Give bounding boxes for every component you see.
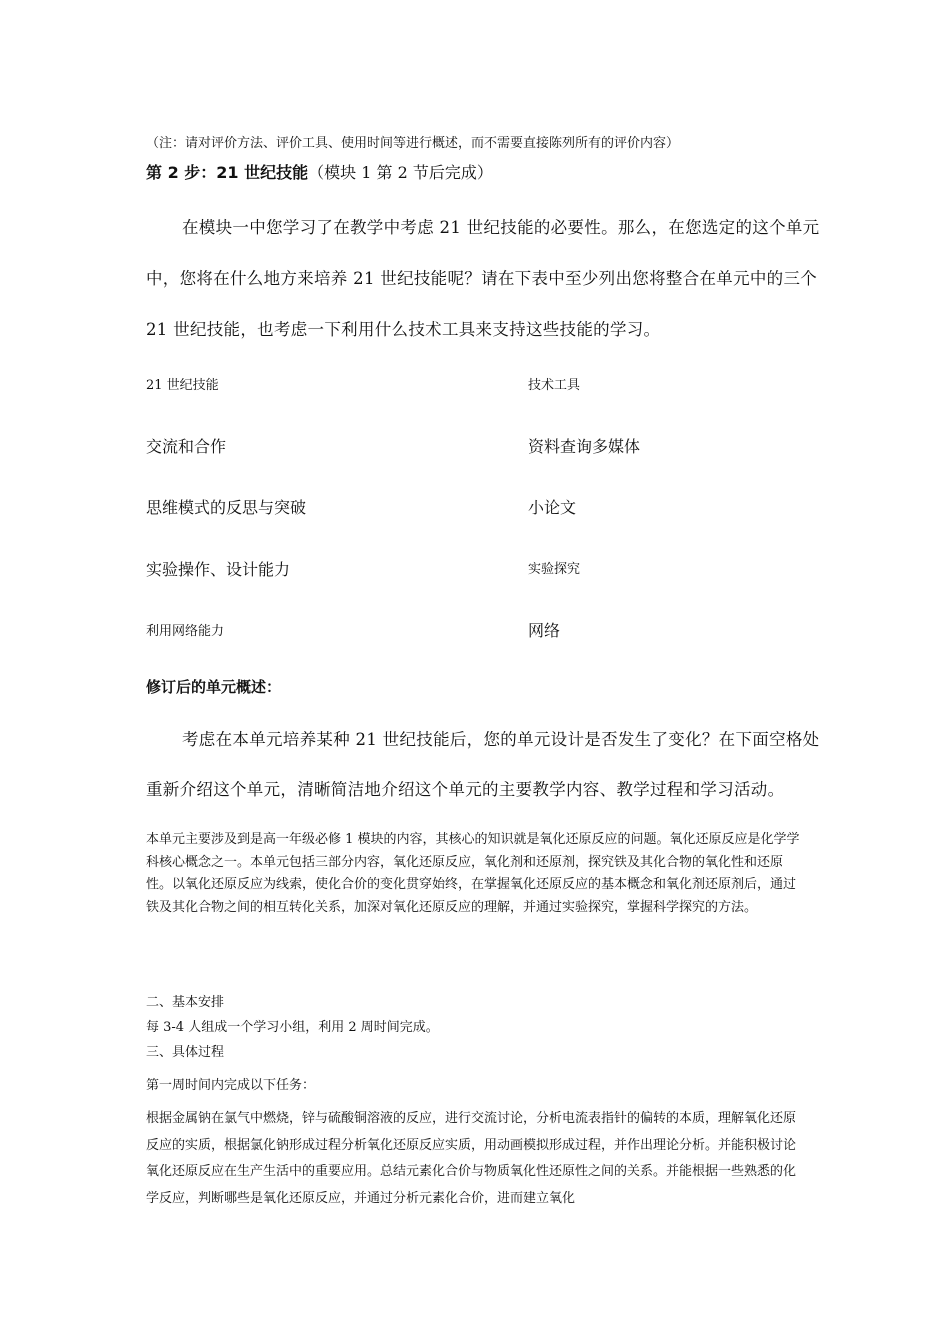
week1-paragraph: 根据金属钠在氯气中燃烧，锌与硫酸铜溶液的反应，进行交流讨论，分析电流表指针的偏转的本质，理解氧化还原反应的实质，根据氯化钠形成过程分析氧化还原反应实质，用动画模拟形成过程，并作出理论分析。并能积极讨论氧化还原反应在生产生活中的重要应用。总结元素化合价与物质氧化性还原性之间的关系。并能根据一些熟悉的化学反应，判断哪些是氧化还原反应，并通过分析元素化合价，进而建立氧化 — [146, 1111, 797, 1206]
table-cell-tool: 资料查询多媒体 — [528, 437, 641, 456]
revised-overview-heading: 修订后的单元概述： — [146, 678, 282, 696]
arrangement-title: 二、基本安排 — [146, 995, 225, 1010]
table-cell-skill: 实验操作、设计能力 — [146, 560, 291, 579]
revised-intro-line-1: 考虑在本单元培养某种 21 世纪技能后，您的单元设计是否发生了变化？在下面空格处 — [182, 730, 820, 749]
step-2-bold-title: 第 2 步：21 世纪技能 — [146, 163, 309, 182]
table-cell-tool: 网络 — [528, 621, 561, 640]
arrangement-text: 每 3-4 人组成一个学习小组，利用 2 周时间完成。 — [146, 1020, 439, 1035]
table-cell-tool: 实验探究 — [528, 562, 581, 577]
table-cell-skill: 利用网络能力 — [146, 624, 225, 639]
step-intro-line-3: 21 世纪技能，也考虑一下利用什么技术工具来支持这些技能的学习。 — [146, 320, 661, 339]
evaluation-note: （注：请对评价方法、评价工具、使用时间等进行概述，而不需要直接陈列所有的评价内容） — [146, 136, 680, 151]
table-cell-skill: 思维模式的反思与突破 — [146, 498, 307, 517]
process-title: 三、具体过程 — [146, 1045, 225, 1060]
step-2-title — [146, 160, 493, 183]
table-header-tools: 技术工具 — [528, 378, 581, 393]
table-header-skills: 21 世纪技能 — [146, 378, 219, 393]
table-cell-skill: 交流和合作 — [146, 437, 227, 456]
revised-intro-line-2: 重新介绍这个单元，清晰简洁地介绍这个单元的主要教学内容、教学过程和学习活动。 — [146, 780, 785, 799]
step-intro-line-1: 在模块一中您学习了在教学中考虑 21 世纪技能的必要性。那么，在您选定的这个单元 — [182, 218, 820, 237]
unit-overview-paragraph: 本单元主要涉及到是高一年级必修 1 模块的内容，其核心的知识就是氧化还原反应的问题。氧化还原反应是化学学科核心概念之一。本单元包括三部分内容，氧化还原反应，氧化剂和还原剂，探究铁及其化合物的氧化性和还原性。以氧化还原反应为线索，使化合价的变化贯穿始终，在掌握氧化还原反应的基本概念和氧化剂还原剂后，通过铁及其化合物之间的相互转化关系，加深对氧化还原反应的理解，并通过实验探究，掌握科学探究的方法。 — [146, 832, 800, 915]
step-intro-line-2: 中，您将在什么地方来培养 21 世纪技能呢？请在下表中至少列出您将整合在单元中的三个 — [146, 269, 818, 288]
table-cell-tool: 小论文 — [528, 498, 577, 517]
step-2-paren: （模块 1 第 2 节后完成） — [308, 163, 493, 182]
week1-title: 第一周时间内完成以下任务： — [146, 1078, 316, 1093]
